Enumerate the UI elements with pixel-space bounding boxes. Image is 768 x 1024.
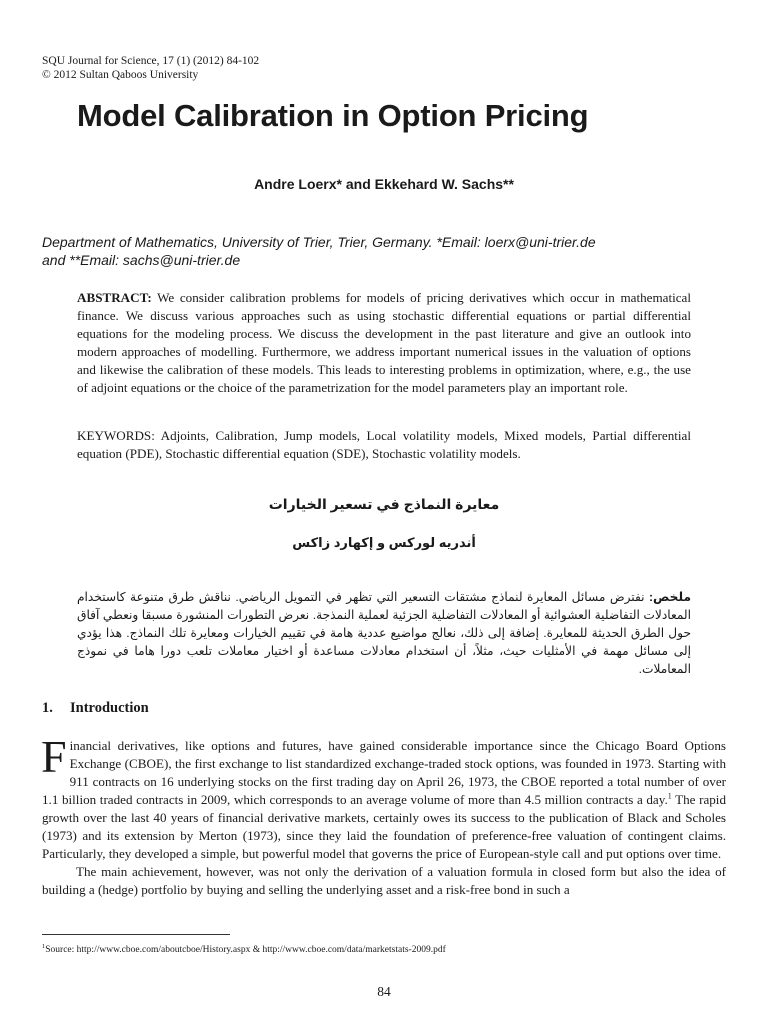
introduction-body	[41, 731, 726, 899]
journal-citation: SQU Journal for Science, 17 (1) (2012) 84-102	[42, 55, 260, 67]
introduction-paragraph-1	[41, 731, 726, 863]
keywords-text: Adjoints, Calibration, Jump models, Local volatility models, Mixed models, Partial differential equation (PDE), Stochastic differential equation (SDE), Stochastic volatility models.	[77, 428, 691, 461]
authors: Andre Loerx* and Ekkehard W. Sachs**	[254, 176, 514, 192]
affiliation-line-1: Department of Mathematics, University of Trier, Trier, Germany. *Email: loerx@uni-trier.de	[42, 234, 596, 250]
page-number: 84	[377, 984, 391, 999]
paragraph-text-b: The rapid growth over the last 40 years of financial derivative markets, certainly owes its success to the publication of Black and Scholes (1973) and its extension by Merton (1973), since they laid the foundation of preference-free valuation of contingent claims. Particularly, they developed a simple, but powerful model that governs the price of European-style call and put options over time.	[42, 792, 726, 861]
drop-cap: F	[41, 731, 67, 782]
paper-title: Model Calibration in Option Pricing	[77, 98, 589, 133]
journal-copyright: © 2012 Sultan Qaboos University	[42, 69, 199, 81]
arabic-abstract-text: نفترض مسائل المعايرة لنماذج مشتقات التسعير التي تظهر في التمويل الرياضي. نناقش طرق متنوعة كاستخدام المعادلات التفاضلية العشوائية أو المعادلات التفاضلية الجزئية لعملية النمذجة. نعرض التطورات المنشورة مسبقا ونعطي آفاق حول الطرق الحديثة للمعايرة. إضافة إلى ذلك، نعالج مواضيع عددية هامة في تقييم الخيارات ومعايرة تلك النماذج. هذا يؤدي إلى مسائل مهمة في الأمثليات حيث، مثلاً، أن استخدام معادلات مساعدة أو اختيار معاملات تلعب دورا هاما في نموذج المعاملات.	[77, 590, 691, 676]
footnote-divider	[42, 934, 230, 935]
keywords	[77, 427, 691, 463]
affiliation	[42, 233, 732, 269]
section-heading-introduction	[42, 700, 149, 717]
section-number: 1.	[42, 700, 53, 716]
footnote-reference[interactable]: 1	[667, 791, 672, 801]
footnote-text[interactable]: Source: http://www.cboe.com/aboutcboe/History.aspx & http://www.cboe.com/data/marketstats-2009.pdf	[45, 945, 446, 955]
abstract-text: We consider calibration problems for models of pricing derivatives which occur in mathematical finance. We discuss various approaches such as using stochastic differential equations or partial differential equations for the modeling process. We discuss the development in the past literature and give an outlook into modern approaches of modelling. Furthermore, we address important numerical issues in the valuation of options and likewise the calibration of these models. This leads to interesting problems in optimization, where, e.g., the use of adjoint equations or the choice of the parametrization for the model parameters play an important role.	[77, 290, 692, 395]
keywords-label: KEYWORDS:	[77, 428, 155, 443]
footnote	[42, 944, 446, 956]
affiliation-line-2: and **Email: sachs@uni-trier.de	[42, 252, 241, 268]
footnote-marker: 1	[42, 942, 46, 950]
arabic-title: معايرة النماذج في تسعير الخيارات	[268, 496, 500, 512]
introduction-paragraph-2: The main achievement, however, was not only the derivation of a valuation formula in closed form but also the idea of building a (hedge) portfolio by buying and selling the underlying asset and a risk-free bond in such a	[42, 864, 726, 897]
arabic-authors: أندريه لوركس و إكهارد زاكس	[292, 535, 476, 550]
section-title: Introduction	[70, 700, 149, 716]
arabic-abstract	[77, 588, 691, 678]
arabic-abstract-label: ملخص:	[649, 590, 691, 604]
abstract	[77, 289, 691, 397]
paragraph-text-a: inancial derivatives, like options and futures, have gained considerable importance since the Chicago Board Options Exchange (CBOE), the first exchange to list standardized exchange-traded stock options, was founded in 1973. Starting with 911 contracts on 16 underlying stocks on the first trading day on April 26, 1973, the CBOE reported a total number of over 1.1 billion traded contracts in 2009, which corresponds to an average volume of more than 4.5 million contracts a day.	[42, 738, 726, 807]
abstract-label: ABSTRACT:	[77, 290, 152, 305]
